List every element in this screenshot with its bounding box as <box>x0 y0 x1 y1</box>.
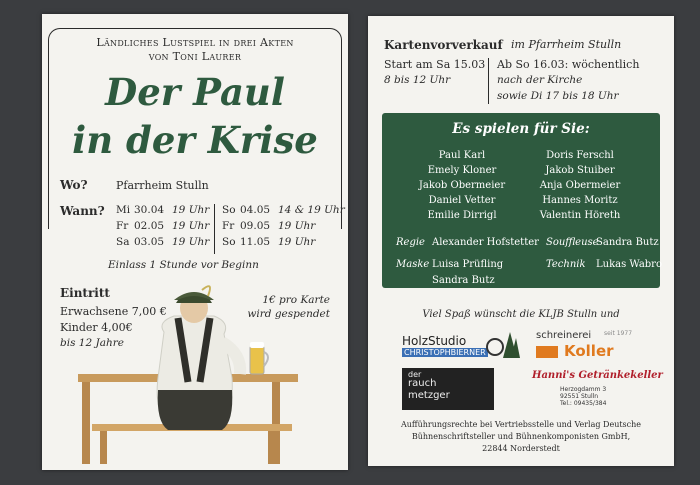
ab-line1: Ab So 16.03: wöchentlich <box>497 58 640 71</box>
vvk-label: Kartenvorverkauf <box>384 38 503 52</box>
cast-member: Hannes Moritz <box>542 195 618 206</box>
dates-divider <box>214 204 215 254</box>
date-time: 19 Uhr <box>278 220 316 232</box>
date-date: 09.05 <box>240 220 271 232</box>
subtitle-line2: von Toni Laurer <box>148 50 242 63</box>
technik-value: Lukas Wabro <box>596 259 662 270</box>
cast-member: Doris Ferschl <box>546 150 614 161</box>
title-line1: Der Paul <box>105 70 285 114</box>
kellar-street: Herzogdamm 3 <box>560 386 607 393</box>
date-day: Fr <box>222 220 235 232</box>
date-day: Mi <box>116 204 131 216</box>
date-time: 19 Uhr <box>172 204 210 216</box>
rauch-word1: der <box>408 370 422 379</box>
schreinerei-since: seit 1977 <box>604 330 633 337</box>
einlass-note: Einlass 1 Stunde vor Beginn <box>108 259 259 271</box>
cast-heading: Es spielen für Sie: <box>452 121 590 137</box>
man-on-bench-illustration <box>72 282 312 466</box>
price-adults: Erwachsene 7,00 € <box>60 305 167 318</box>
rauch-word3: metzger <box>408 390 450 401</box>
rights-line2: Bühnenschriftsteller und Bühnenkomponisten GmbH, <box>411 432 631 441</box>
rights-line3: 22844 Norderstedt <box>482 444 560 453</box>
title-line2: in der Krise <box>72 118 318 162</box>
cast-panel <box>382 113 660 288</box>
sponsor-line: Viel Spaß wünscht die KLJB Stulln und <box>422 309 620 320</box>
wo-value: Pfarrheim Stulln <box>116 179 209 192</box>
cast-member: Jakob Stuiber <box>545 165 615 176</box>
date-day: So <box>222 204 236 216</box>
date-date: 11.05 <box>240 236 271 248</box>
left-flyer <box>42 14 348 470</box>
koller-word: Koller <box>564 342 614 360</box>
rauch-word2: rauch <box>408 378 437 389</box>
maske-value1: Luisa Prüfling <box>432 259 504 270</box>
maske-label: Maske <box>396 259 430 270</box>
schreinerei-koller-logo <box>534 328 642 362</box>
vvk-divider <box>488 58 489 104</box>
cast-member: Emely Kloner <box>427 165 497 176</box>
souffleuse-value: Sandra Butz <box>596 237 659 248</box>
date-time: 14 & 19 Uhr <box>278 204 345 216</box>
holzstudio-logo <box>400 328 520 362</box>
holzstudio-owner: CHRISTOPHBIERNER <box>404 348 486 357</box>
price-kids: Kinder 4,00€ <box>60 321 133 334</box>
donation-line2: wird gespendet <box>247 308 330 320</box>
cast-member: Jakob Obermeier <box>418 180 506 191</box>
cast-member: Valentin Höreth <box>539 210 621 221</box>
date-date: 30.04 <box>134 204 165 216</box>
kellar-phone: Tel.: 09435/384 <box>560 400 607 407</box>
date-date: 02.05 <box>134 220 165 232</box>
tree-icon <box>486 330 520 360</box>
cast-member: Emilie Dirrigl <box>427 210 497 221</box>
regie-value: Alexander Hofstetter <box>432 237 539 248</box>
regie-label: Regie <box>396 237 425 248</box>
maske-value2: Sandra Butz <box>432 275 495 286</box>
price-kids-note: bis 12 Jahre <box>60 337 124 349</box>
date-day: Fr <box>116 220 129 232</box>
cast-member: Paul Karl <box>438 150 486 161</box>
date-time: 19 Uhr <box>172 236 210 248</box>
right-flyer <box>368 16 674 466</box>
subtitle-line1: Ländliches Lustspiel in drei Akten <box>96 36 294 49</box>
date-time: 19 Uhr <box>278 236 316 248</box>
rights-line1: Aufführungsrechte bei Vertriebsstelle und Verlag Deutsche <box>400 420 642 429</box>
kellar-city: 92551 Stulln <box>560 393 599 400</box>
date-day: So <box>222 236 236 248</box>
wo-label: Wo? <box>60 178 88 192</box>
vvk-place: im Pfarrheim Stulln <box>511 38 622 51</box>
wann-label: Wann? <box>60 204 105 218</box>
start-line2: 8 bis 12 Uhr <box>384 74 451 86</box>
date-date: 04.05 <box>240 204 271 216</box>
schreinerei-word: schreinerei <box>536 330 592 341</box>
eintritt-label: Eintritt <box>60 286 110 300</box>
donation-line1: 1€ pro Karte <box>262 294 330 306</box>
kellar-name: Hanni's Getränkekeller <box>532 370 663 381</box>
ab-line2: nach der Kirche <box>497 74 583 86</box>
rauchmetzger-logo <box>402 368 494 410</box>
getraenkekeller-logo <box>530 368 663 412</box>
date-day: Sa <box>116 236 130 248</box>
technik-label: Technik <box>546 259 586 270</box>
start-line1: Start am Sa 15.03 <box>384 58 486 71</box>
date-time: 19 Uhr <box>172 220 210 232</box>
holzstudio-name: HolzStudio <box>402 334 467 348</box>
cast-member: Anja Obermeier <box>539 180 621 191</box>
ab-line3: sowie Di 17 bis 18 Uhr <box>497 90 619 102</box>
souffleuse-label: Souffleuse <box>546 237 599 248</box>
cast-member: Daniel Vetter <box>428 195 496 206</box>
date-date: 03.05 <box>134 236 165 248</box>
koller-mark-icon <box>536 346 558 358</box>
